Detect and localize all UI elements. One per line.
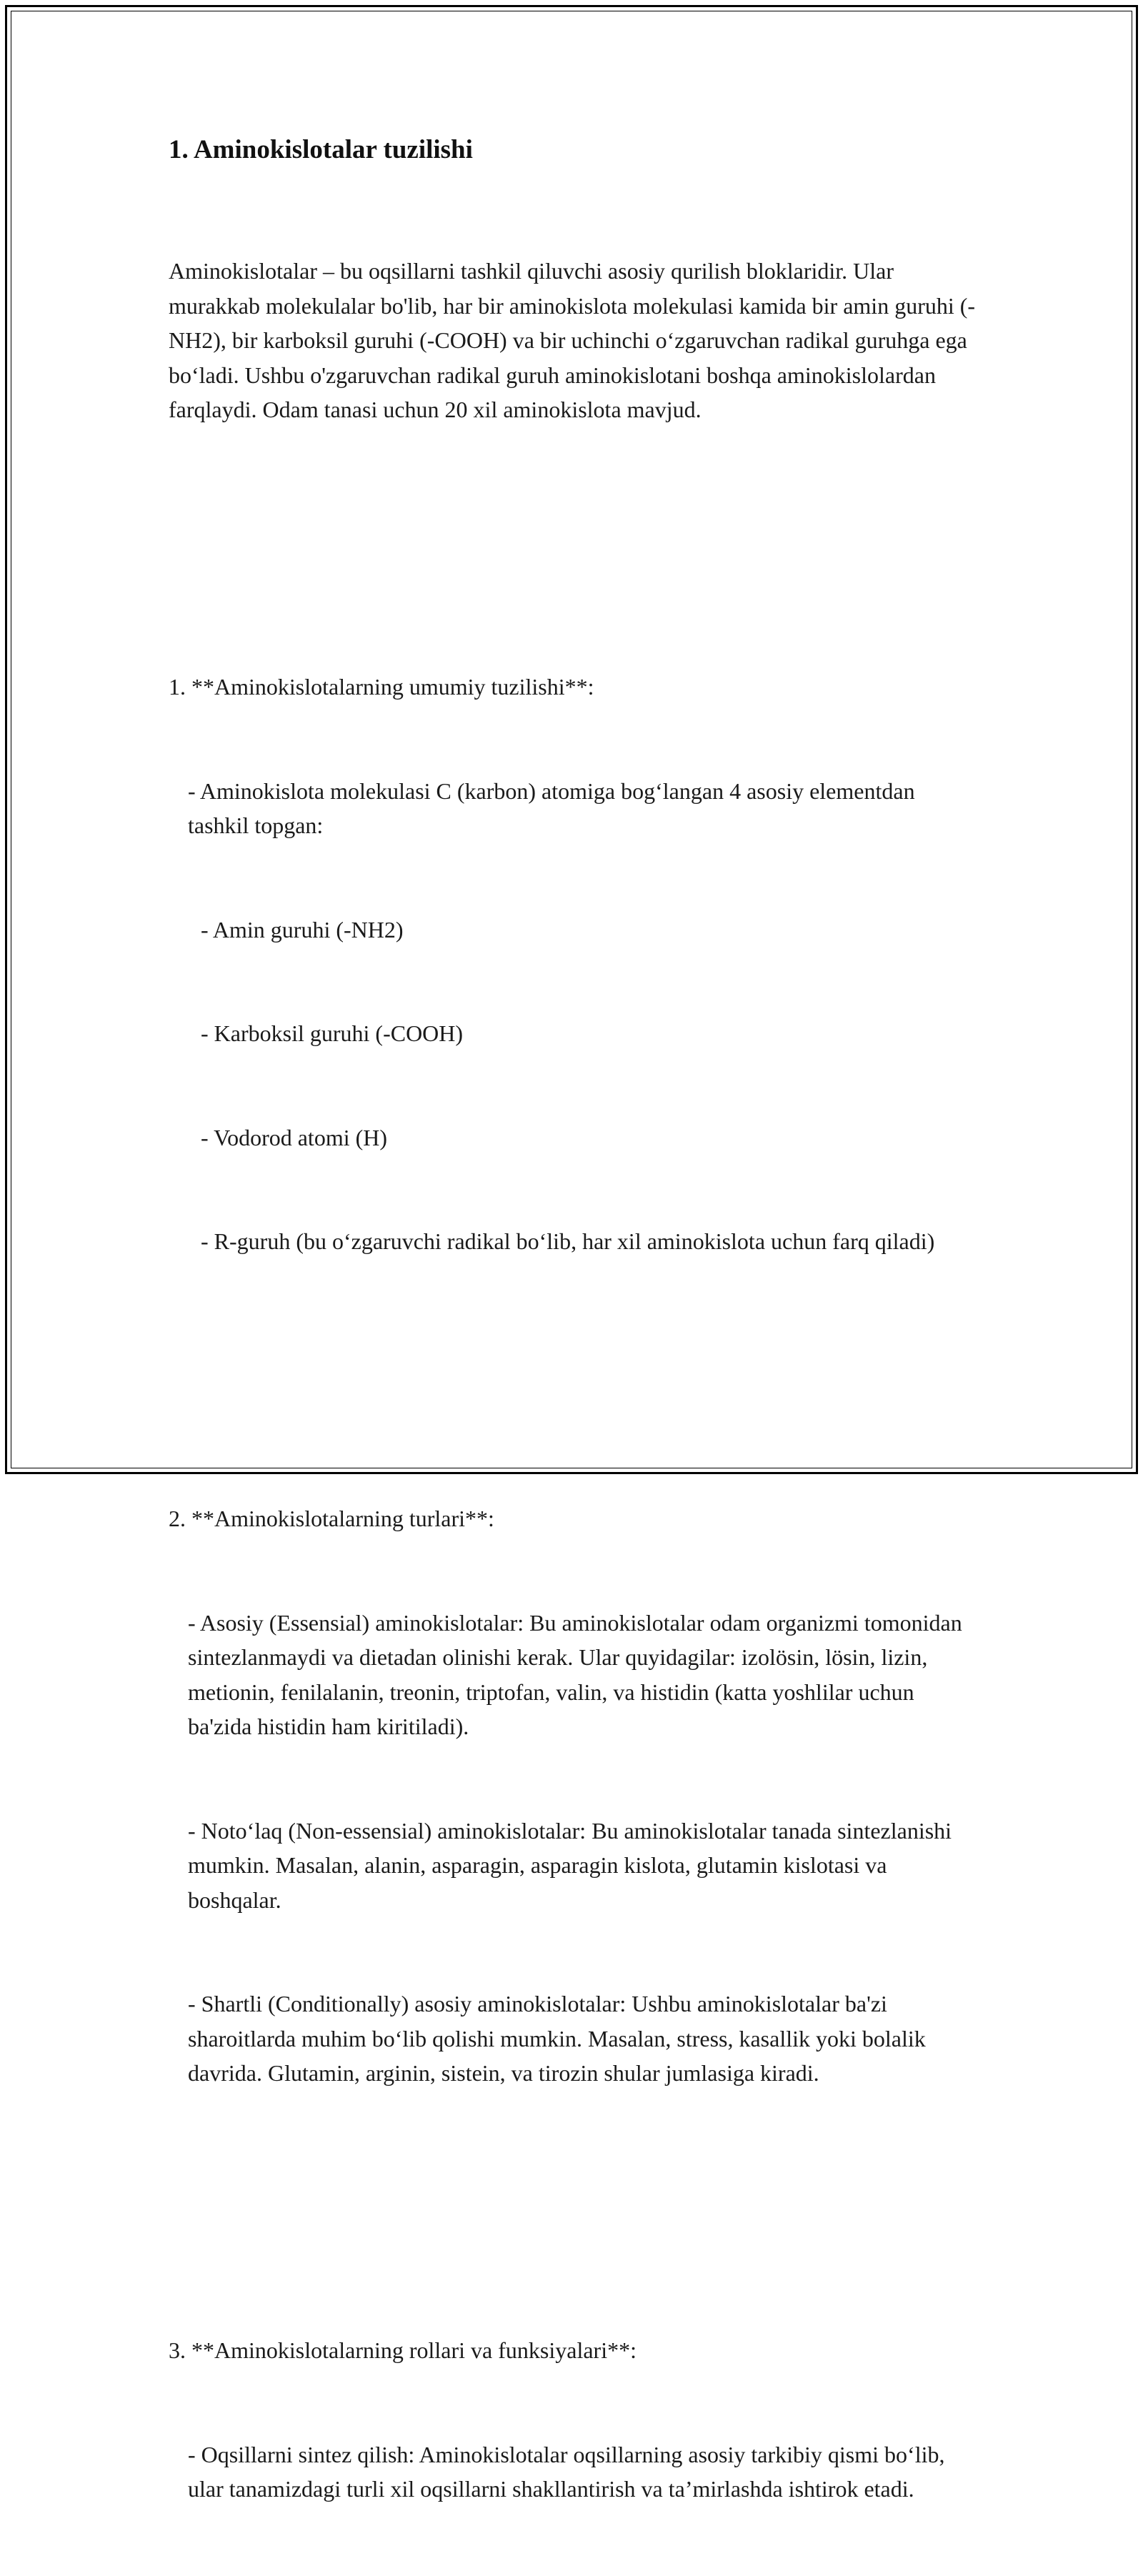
section-1-heading: 1. **Aminokislotalarning umumiy tuzilishi**: — [169, 674, 594, 700]
paragraph-gap — [169, 2194, 976, 2229]
section-3-item-1: - Oqsillarni sintez qilish: Aminokislotalar oqsillarning asosiy tarkibiy qismi bo‘lib, ular tanamizdagi turli xil oqsillarni shakllantirish va ta’mirlashda ishtirok etadi. — [188, 2441, 951, 2502]
section-2-item-2: - Noto‘laq (Non-essensial) aminokislotalar: Bu aminokislotalar tanada sintezlanishi mumkin. Masalan, alanin, asparagin, asparagin kislota, glutamin kislotasi va boshqalar. — [188, 1817, 958, 1913]
section-2-heading: 2. **Aminokislotalarning turlari**: — [169, 1506, 494, 1531]
document-content — [169, 133, 976, 2576]
section-1-lead: - Aminokislota molekulasi C (karbon) atomiga bog‘langan 4 asosiy elementdan tashkil topgan: — [188, 777, 921, 838]
section-3-heading: 3. **Aminokislotalarning rollari va funksiyalari**: — [169, 2337, 637, 2363]
document-body — [169, 184, 976, 2576]
paragraph-gap — [169, 1363, 976, 1398]
section-2-item-3: - Shartli (Conditionally) asosiy aminokislotalar: Ushbu aminokislotalar ba'zi sharoitlarda muhim bo‘lib qolishi mumkin. Masalan, stress, kasallik yoki bolalik davrida. Glutamin, arginin, sistein, va tirozin shular jumlasiga kiradi. — [188, 1991, 932, 2086]
paragraph-gap — [169, 531, 976, 566]
section-1-item-2: - Karboksil guruhi (-COOH) — [201, 1020, 464, 1046]
section-2-item-1: - Asosiy (Essensial) aminokislotalar: Bu aminokislotalar odam organizmi tomonidan sintezlanmaydi va dietadan olinishi kerak. Ular quyidagilar: izolösin, lösin, lizin, metionin, fenilalanin, treonin, triptofan, valin, va histidin (katta yoshlilar uchun ba'zida histidin ham kiritiladi). — [188, 1609, 968, 1739]
section-1-item-1: - Amin guruhi (-NH2) — [201, 916, 404, 943]
section-1-item-3: - Vodorod atomi (H) — [201, 1124, 388, 1150]
document-title: 1. Aminokislotalar tuzilishi — [169, 135, 473, 164]
intro-paragraph: Aminokislotalar – bu oqsillarni tashkil qiluvchi asosiy qurilish bloklaridir. Ular murakkab molekulalar bo'lib, har bir aminokislota molekulasi kamida bir amin guruhi (-NH2), bir karboksil guruhi (-COOH) va bir uchinchi o‘zgaruvchan radikal guruhga ega bo‘ladi. Ushbu o'zgaruvchan radikal guruh aminokislotani boshqa aminokislolardan farqlaydi. Odam tanasi uchun 20 xil aminokislota mavjud. — [169, 258, 976, 422]
section-1-item-4: - R-guruh (bu o‘zgaruvchi radikal bo‘lib, har xil aminokislota uchun farq qiladi) — [201, 1228, 935, 1254]
